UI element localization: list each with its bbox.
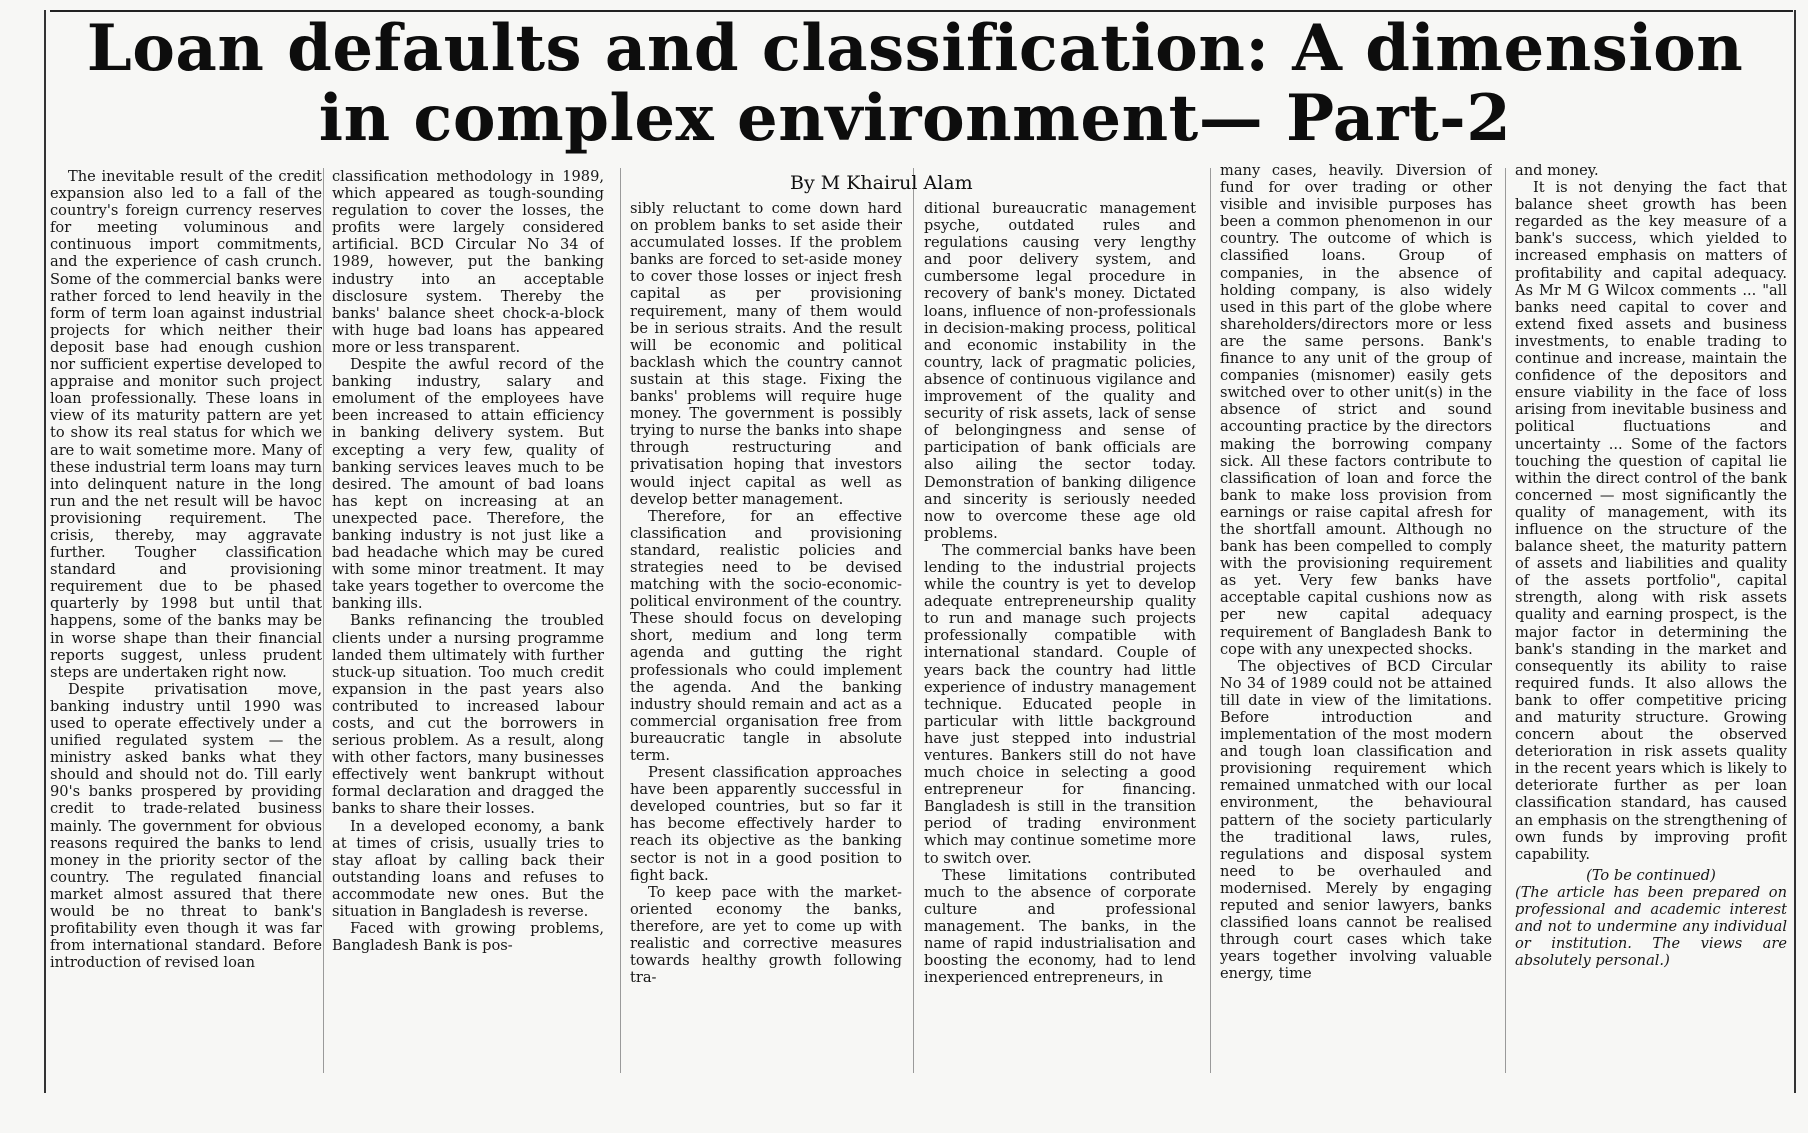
text-column-1 [50,168,322,1088]
paragraph: In a developed economy, a bank at times of crisis, usually tries to stay afloat by calling back their outstanding loans and refuses to accommodate new ones. But the situation in Bangladesh is reverse. [332,817,604,921]
text-column-5 [1220,162,1492,1082]
column-divider [1210,168,1211,1073]
paragraph: It is not denying the fact that balance sheet growth has been regarded as the key measure of a bank's success, which yielded to increased emphasis on matters of profitability and capital adequacy. As Mr M G Wilcox comments ... "all banks need capital to cover and extend fixed assets and business investments, to enable trading to continue and increase, maintain the confidence of the depositors and ensure viability in the face of loss arising from inevitable business and political fluctuations and uncertainty ... Some of the factors touching the question of capital lie within the direct control of the bank concerned — most significantly the quality of management, with its influence on the structure of the balance sheet, the maturity pattern of assets and liabilities and quality of the assets portfolio", capital strength, along with risk assets quality and earning prospect, is the major factor in determining the bank's standing in the market and consequently its ability to raise required funds. It also allows the bank to offer competitive pricing and maturity structure. Growing concern about the observed deterioration in risk assets quality in the recent years which is likely to deteriorate further as per loan classification standard, has caused an emphasis on the strengthening of own funds by improving profit capability. [1515,179,1787,863]
text-column-2 [332,168,604,1088]
paragraph: The objectives of BCD Circular No 34 of 1989 could not be attained till date in view of the limitations. Before introduction and implementation of the most modern and tough loan classification and provisioning requirement which remained unmatched with our local environment, the behavioural pattern of the society particularly the traditional laws, rules, regulations and disposal system need to be overhauled and modernised. Merely by engaging reputed and senior lawyers, banks classified loans cannot be realised through court cases which take years together involving valuable energy, time [1220,657,1492,983]
paragraph: The inevitable result of the credit expansion also led to a fall of the country's foreign currency reserves for meeting voluminous and continuous import commitments, and the experience of cash crunch. Some of the commercial banks were rather forced to lend heavily in the form of term loan against industrial projects for which neither their deposit base had enough cushion nor sufficient expertise developed to appraise and monitor such project loan professionally. These loans in view of its maturity pattern are yet to show its real status for which we are to wait sometime more. Many of these industrial term loans may turn into delinquent nature in the long run and the net result will be havoc provisioning requirement. The crisis, thereby, may aggravate further. Tougher classification standard and provisioning requirement due to be phased quarterly by 1998 but until that happens, some of the banks may be in worse shape than their financial reports suggest, unless prudent steps are undertaken right now. [50,168,322,681]
column-divider [323,168,324,1073]
left-rule [44,10,46,1093]
text-column-6 [1515,162,1787,1082]
paragraph: Despite privatisation move, banking industry until 1990 was used to operate effectively under a unified regulated system — the ministry asked banks what they should and should not do. Till early 90's banks prospered by providing credit to trade-related business mainly. The government for obvious reasons required the banks to lend money in the priority sector of the country. The regulated financial market almost assured that there would be no threat to bank's profitability even though it was far from international standard. Before introduction of revised loan [50,680,322,972]
paragraph: Present classification approaches have been apparently successful in developed countries, but so far it has become effectively harder to reach its objective as the banking sector is not in a good position to fight back. [630,764,902,884]
paragraph: Faced with growing problems, Bangladesh Bank is pos- [332,920,604,955]
disclaimer-note: (The article has been prepared on professional and academic interest and not to undermine any individual or institution. The views are absolutely personal.) [1515,883,1787,970]
column-divider [913,168,914,1073]
paragraph: These limitations contributed much to the absence of corporate culture and professional management. The banks, in the name of rapid industrialisation and boosting the economy, had to lend inexperienced entrepreneurs, in [924,866,1196,987]
paragraph: Banks refinancing the troubled clients under a nursing programme landed them ultimately with further stuck-up situation. Too much credit expansion in the past years also contributed to increased labour costs, and cut the borrowers in serious problem. As a result, along with other factors, many businesses effectively went bankrupt without formal declaration and dragged the banks to share their losses. [332,612,604,818]
paragraph: many cases, heavily. Diversion of fund for over trading or other visible and invisible purposes has been a common phenomenon in our country. The outcome of which is classified loans. Group of companies, in the absence of holding company, is also widely used in this part of the globe where shareholders/directors more or less are the same persons. Bank's finance to any unit of the group of companies (misnomer) easily gets switched over to other unit(s) in the absence of strict and sound accounting practice by the directors making the borrowing company sick. All these factors contribute to classification of loan and force the bank to make loss provision from earnings or raise capital afresh for the shortfall amount. Although no bank has been compelled to comply with the provisioning requirement as yet. Very few banks have acceptable capital cushions now as per new capital adequacy requirement of Bangladesh Bank to cope with any unexpected shocks. [1220,162,1492,658]
article-headline: Loan defaults and classification: A dimension in complex environment— Part-2 [86,11,1744,156]
paragraph: Despite the awful record of the banking industry, salary and emolument of the employees have been increased to attain efficiency in banking delivery system. But excepting a very few, quality of banking services leaves much to be desired. The amount of bad loans has kept on increasing at an unexpected pace. Therefore, the banking industry is not just like a bad headache which may be cured with some minor treatment. It may take years together to overcome the banking ills. [332,356,604,613]
paragraph: ditional bureaucratic management psyche, outdated rules and regulations causing very lengthy and poor delivery system, and cumbersome legal procedure in recovery of bank's money. Dictated loans, influence of non-professionals in decision-making process, political and economic instability in the country, lack of pragmatic policies, absence of continuous vigilance and improvement of the quality and security of risk assets, lack of sense of belongingness and sense of participation of bank officials are also ailing the sector today. Demonstration of banking diligence and sincerity is seriously needed now to overcome these age old problems. [924,200,1196,542]
column-divider [1505,168,1506,1073]
paragraph: sibly reluctant to come down hard on problem banks to set aside their accumulated losses. If the problem banks are forced to set-aside money to cover those losses or inject fresh capital as per provisioning requirement, many of them would be in serious straits. And the result will be economic and political backlash which the country cannot sustain at this stage. Fixing the banks' problems will require huge money. The government is possibly trying to nurse the banks into shape through restructuring and privatisation hoping that investors would inject capital as well as develop better management. [630,200,902,508]
paragraph: classification methodology in 1989, which appeared as tough-sounding regulation to cover the losses, the profits were largely considered artificial. BCD Circular No 34 of 1989, however, put the banking industry into an acceptable disclosure system. Thereby the banks' balance sheet chock-a-block with huge bad loans has appeared more or less transparent. [332,168,604,356]
right-rule [1794,10,1796,1093]
to-be-continued-note: (To be continued) [1586,866,1716,884]
author-byline: By M Khairul Alam [790,172,973,194]
text-column-4 [924,200,1196,1120]
column-divider [620,168,621,1073]
text-column-3 [630,200,902,1120]
paragraph: To keep pace with the market-oriented economy the banks, therefore, are yet to come up with realistic and corrective measures towards healthy growth following tra- [630,883,902,987]
paragraph: and money. [1515,162,1599,179]
paragraph: Therefore, for an effective classification and provisioning standard, realistic policies and strategies need to be devised matching with the socio-economic-political environment of the country. These should focus on developing short, medium and long term agenda and gutting the right professionals who could implement the agenda. And the banking industry should remain and act as a commercial organisation free from bureaucratic tangle in absolute term. [630,507,902,764]
paragraph: The commercial banks have been lending to the industrial projects while the country is yet to develop adequate entrepreneurship quality to run and manage such projects professionally compatible with international standard. Couple of years back the country had little experience of industry management technique. Educated people in particular with little background have just stepped into industrial ventures. Bankers still do not have much choice in selecting a good entrepreneur for financing. Bangladesh is still in the transition period of trading environment which may continue sometime more to switch over. [924,541,1196,867]
